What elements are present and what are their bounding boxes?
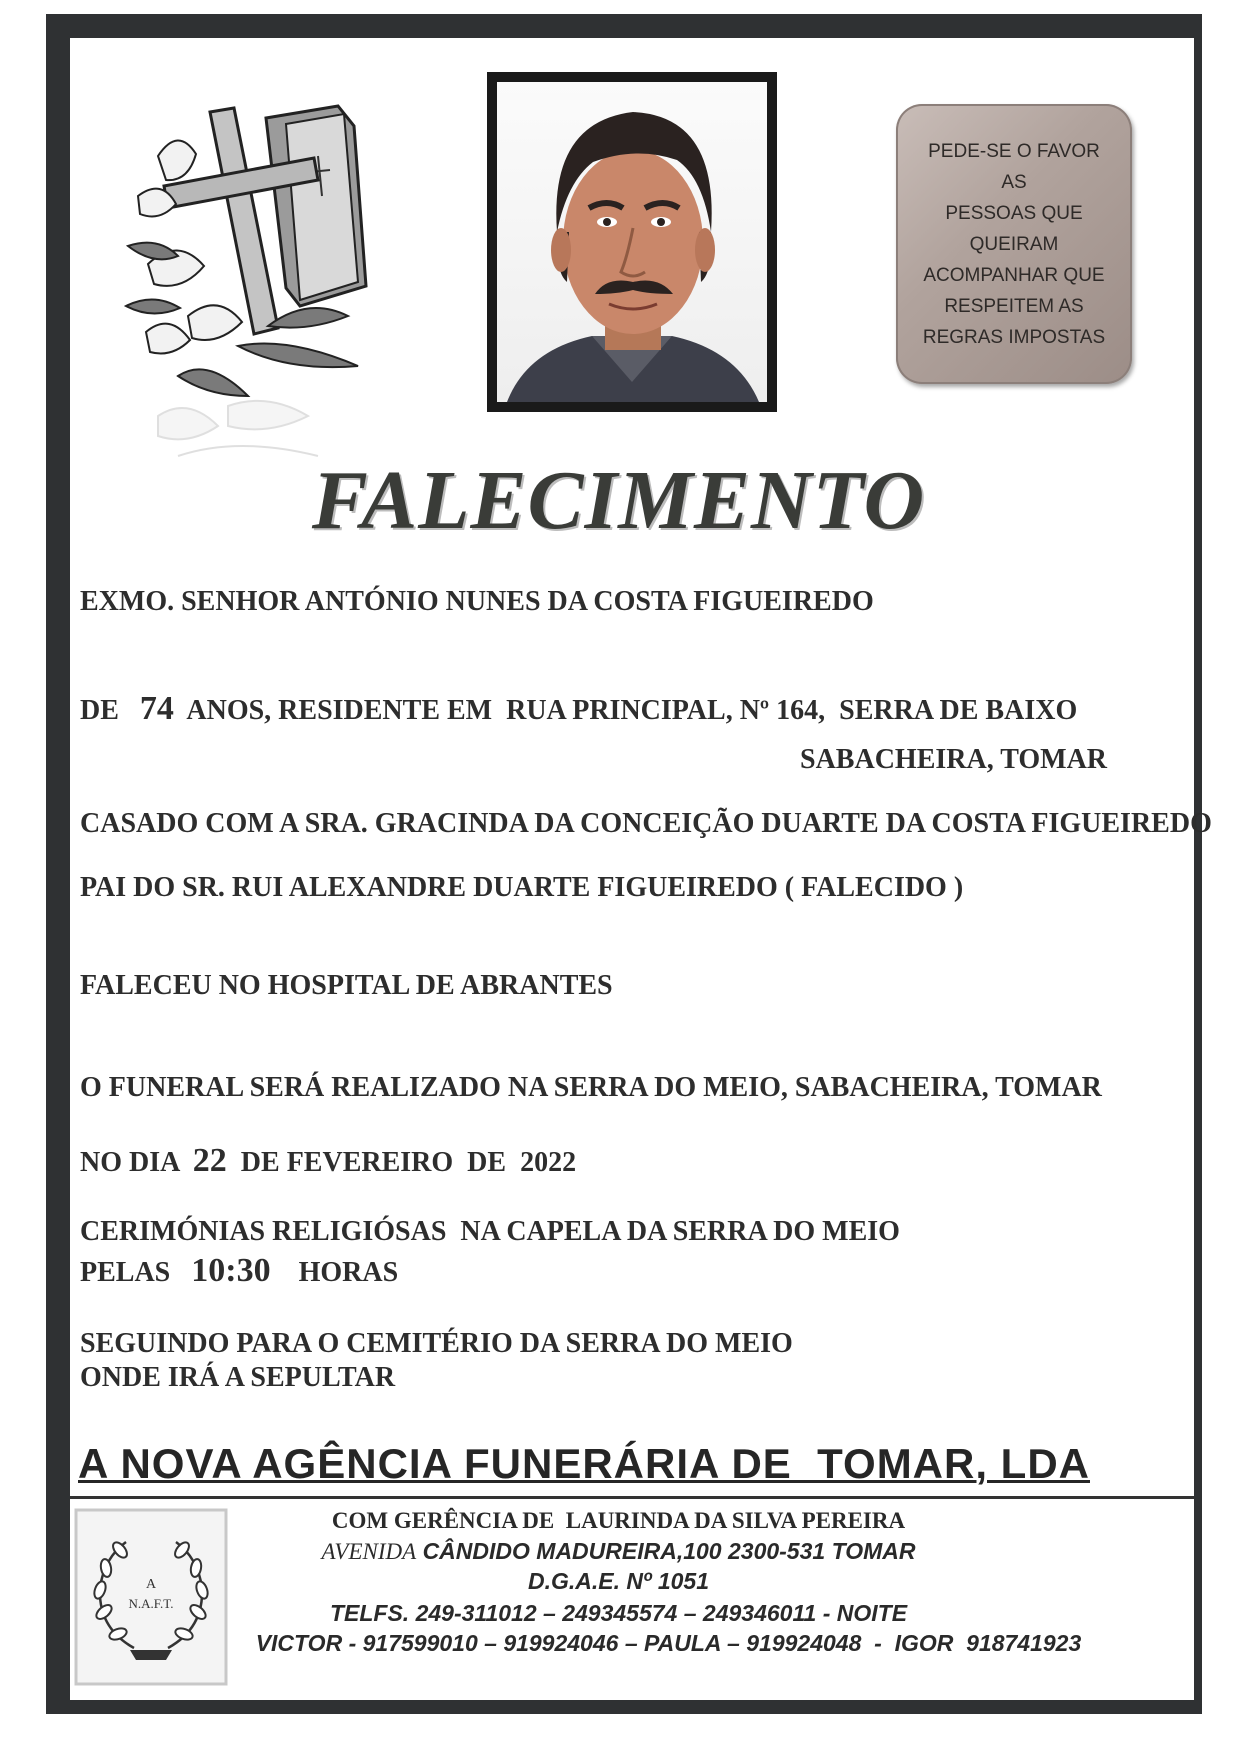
plaque-line: RESPEITEM AS	[944, 295, 1084, 317]
page-title: FALECIMENTO	[311, 454, 926, 547]
time-line	[80, 1252, 398, 1290]
time-prefix: PELAS	[80, 1257, 171, 1288]
wreath-emblem-icon	[74, 1508, 228, 1686]
burial-line-1: SEGUINDO PARA O CEMITÉRIO DA SERRA DO MEIO	[80, 1328, 793, 1359]
date-line	[80, 1142, 576, 1180]
ceremony-line: CERIMÓNIAS RELIGIÓSAS NA CAPELA DA SERRA DO MEIO	[80, 1216, 900, 1247]
contacts-line: VICTOR - 917599010 – 919924046 – PAULA – 919924048 - IGOR 918741923	[255, 1630, 1082, 1656]
time-value: 10:30	[191, 1252, 271, 1289]
plaque-line: ACOMPANHAR QUE	[923, 264, 1105, 286]
date-year: 2022	[520, 1147, 577, 1178]
management-line: COM GERÊNCIA DE LAURINDA DA SILVA PEREIRA	[331, 1508, 906, 1533]
plaque-line: QUEIRAM	[969, 233, 1059, 255]
plaque-line: REGRAS IMPOSTAS	[922, 326, 1106, 348]
age-suffix: ANOS, RESIDENTE EM RUA PRINCIPAL, Nº 164, SERRA DE BAIXO	[186, 695, 1078, 726]
plaque-text	[904, 136, 1124, 353]
emblem-text-bottom: N.A.F.T.	[128, 1596, 174, 1611]
book-icon	[266, 106, 366, 306]
burial-line-2: ONDE IRÁ A SEPULTAR	[80, 1362, 396, 1393]
notice-plaque	[896, 104, 1132, 384]
date-month: DE FEVEREIRO DE	[240, 1147, 507, 1178]
license-line: D.G.A.E. Nº 1051	[528, 1568, 709, 1594]
phones-line: TELFS. 249-311012 – 249345574 – 249346011 - NOITE	[329, 1600, 908, 1626]
cross-lily-decoration	[118, 96, 398, 476]
agency-name: A NOVA AGÊNCIA FUNERÁRIA DE TOMAR, LDA	[78, 1440, 1090, 1487]
emblem-text-top: A	[145, 1577, 157, 1592]
son-line: PAI DO SR. RUI ALEXANDRE DUARTE FIGUEIREDO ( FALECIDO )	[80, 872, 964, 903]
death-place-line: FALECEU NO HOSPITAL DE ABRANTES	[80, 970, 613, 1001]
plaque-line: PEDE-SE O FAVOR AS	[928, 140, 1100, 193]
address-prefix: AVENIDA	[321, 1539, 417, 1564]
spouse-line: CASADO COM A SRA. GRACINDA DA CONCEIÇÃO DUARTE DA COSTA FIGUEIREDO	[80, 808, 1212, 839]
date-prefix: NO DIA	[80, 1147, 179, 1178]
locality-line: SABACHEIRA, TOMAR	[800, 744, 1108, 775]
plaque-line: PESSOAS QUE	[945, 202, 1083, 224]
age-value: 74	[139, 690, 174, 727]
date-day: 22	[192, 1142, 227, 1179]
address-line	[0, 1538, 1237, 1565]
portrait-photo	[497, 82, 767, 402]
name-line: EXMO. SENHOR ANTÓNIO NUNES DA COSTA FIGUEIREDO	[80, 586, 874, 617]
address-value: CÂNDIDO MADUREIRA,100 2300-531 TOMAR	[422, 1538, 916, 1564]
time-suffix: HORAS	[298, 1257, 399, 1288]
age-line	[80, 690, 1077, 728]
age-prefix: DE	[80, 695, 119, 726]
portrait-frame	[487, 72, 777, 412]
funeral-line: O FUNERAL SERÁ REALIZADO NA SERRA DO MEIO, SABACHEIRA, TOMAR	[80, 1072, 1102, 1103]
portrait-icon	[497, 82, 767, 402]
footer-divider	[70, 1496, 1194, 1499]
